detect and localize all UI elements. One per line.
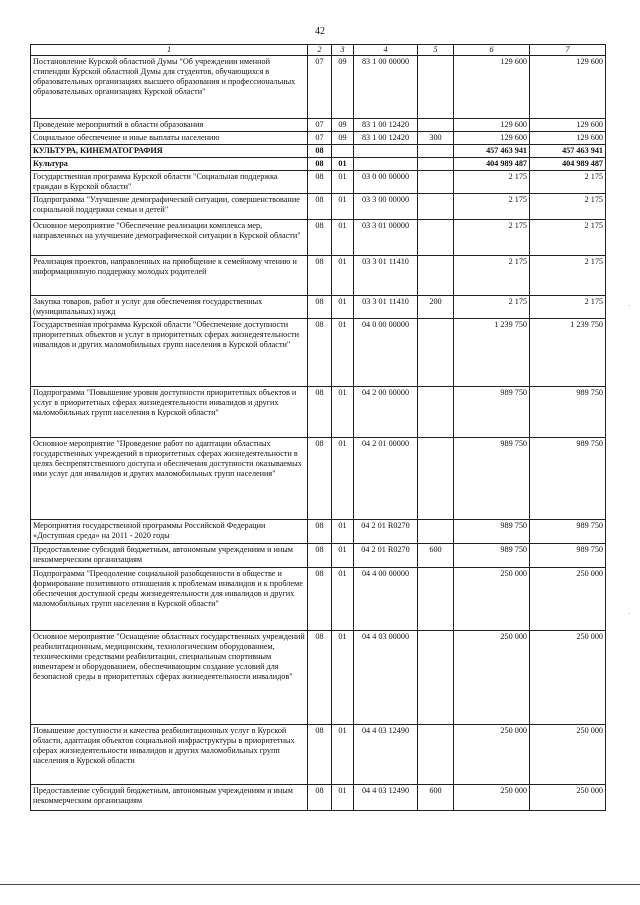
row-amount-year2-cell: 250 000 xyxy=(530,785,606,811)
row-amount-year1-cell: 250 000 xyxy=(454,568,530,631)
row-expense-type-cell: 600 xyxy=(418,785,454,811)
row-name-cell: Культура xyxy=(31,158,308,171)
row-amount-year1-cell: 250 000 xyxy=(454,785,530,811)
row-name-cell: Закупка товаров, работ и услуг для обеспечения государственных (муниципальных) нужд xyxy=(31,296,308,319)
row-amount-year2-cell: 1 239 750 xyxy=(530,319,606,387)
row-subsection-cell: 09 xyxy=(332,56,354,119)
row-amount-year1-cell: 1 239 750 xyxy=(454,319,530,387)
table-row xyxy=(31,387,606,438)
header-cell: 2 xyxy=(308,45,332,56)
row-section-cell: 07 xyxy=(308,119,332,132)
table-row xyxy=(31,296,606,319)
row-amount-year2-cell: 989 750 xyxy=(530,544,606,568)
table-row xyxy=(31,544,606,568)
row-expense-type-cell xyxy=(418,568,454,631)
header-cell: 1 xyxy=(31,45,308,56)
row-name-cell: Реализация проектов, направленных на приобщение к семейному чтению и информационную поддержку молодых родителей xyxy=(31,256,308,296)
scan-edge-mark: · xyxy=(628,610,631,618)
row-subsection-cell: 09 xyxy=(332,132,354,145)
row-section-cell: 08 xyxy=(308,256,332,296)
row-target-article-cell: 04 2 01 R0270 xyxy=(354,544,418,568)
row-section-cell: 08 xyxy=(308,220,332,256)
row-amount-year2-cell: 129 600 xyxy=(530,119,606,132)
row-name-cell: Основное мероприятие "Проведение работ по адаптации областных государственных учреждений в приоритетных сферах жизнедеятельности в целях беспрепятственного доступа и обеспечения доступности оказываемых ими услуг для инвалидов и других маломобильных групп населения" xyxy=(31,438,308,520)
row-expense-type-cell xyxy=(418,256,454,296)
scan-edge-mark: · xyxy=(628,302,631,310)
row-subsection-cell: 01 xyxy=(332,319,354,387)
row-amount-year2-cell: 404 989 487 xyxy=(530,158,606,171)
row-target-article-cell: 04 2 00 00000 xyxy=(354,387,418,438)
row-name-cell: Постановление Курской областной Думы "Об учреждении именной стипендии Курской областной Думы для студентов, обучающихся в образовательных организациях высшего образования и профессиональных образовательных организациях Курской области" xyxy=(31,56,308,119)
row-amount-year1-cell: 2 175 xyxy=(454,171,530,194)
row-subsection-cell: 01 xyxy=(332,296,354,319)
header-cell: 6 xyxy=(454,45,530,56)
row-target-article-cell: 04 4 03 12490 xyxy=(354,785,418,811)
row-amount-year2-cell: 2 175 xyxy=(530,171,606,194)
row-amount-year2-cell: 989 750 xyxy=(530,520,606,544)
footer-divider xyxy=(0,884,640,885)
row-section-cell: 08 xyxy=(308,631,332,725)
row-amount-year2-cell: 129 600 xyxy=(530,132,606,145)
row-amount-year1-cell: 989 750 xyxy=(454,544,530,568)
row-amount-year1-cell: 2 175 xyxy=(454,220,530,256)
row-expense-type-cell xyxy=(418,145,454,158)
row-target-article-cell: 03 3 01 11410 xyxy=(354,256,418,296)
table-row xyxy=(31,520,606,544)
table-row xyxy=(31,256,606,296)
row-expense-type-cell xyxy=(418,319,454,387)
row-subsection-cell: 01 xyxy=(332,171,354,194)
row-target-article-cell xyxy=(354,145,418,158)
row-expense-type-cell: 600 xyxy=(418,544,454,568)
row-amount-year1-cell: 404 989 487 xyxy=(454,158,530,171)
row-expense-type-cell xyxy=(418,194,454,220)
row-section-cell: 08 xyxy=(308,194,332,220)
row-name-cell: Предоставление субсидий бюджетным, автономным учреждениям и иным некоммерческим организациям xyxy=(31,785,308,811)
row-target-article-cell: 83 1 00 12420 xyxy=(354,132,418,145)
row-amount-year1-cell: 457 463 941 xyxy=(454,145,530,158)
row-subsection-cell: 01 xyxy=(332,725,354,785)
row-amount-year2-cell: 2 175 xyxy=(530,220,606,256)
row-expense-type-cell xyxy=(418,56,454,119)
row-subsection-cell: 01 xyxy=(332,387,354,438)
row-amount-year1-cell: 2 175 xyxy=(454,256,530,296)
row-target-article-cell: 04 4 03 00000 xyxy=(354,631,418,725)
row-amount-year1-cell: 2 175 xyxy=(454,194,530,220)
row-subsection-cell: 01 xyxy=(332,544,354,568)
row-amount-year1-cell: 989 750 xyxy=(454,438,530,520)
table-row xyxy=(31,438,606,520)
header-cell: 4 xyxy=(354,45,418,56)
row-target-article-cell: 04 2 01 00000 xyxy=(354,438,418,520)
row-amount-year1-cell: 989 750 xyxy=(454,520,530,544)
row-section-cell: 08 xyxy=(308,158,332,171)
table-row xyxy=(31,132,606,145)
row-amount-year2-cell: 129 600 xyxy=(530,56,606,119)
row-amount-year1-cell: 129 600 xyxy=(454,56,530,119)
header-cell: 7 xyxy=(530,45,606,56)
row-target-article-cell: 03 0 00 00000 xyxy=(354,171,418,194)
row-expense-type-cell xyxy=(418,725,454,785)
row-target-article-cell: 03 3 01 00000 xyxy=(354,220,418,256)
row-section-cell: 08 xyxy=(308,544,332,568)
header-cell: 5 xyxy=(418,45,454,56)
row-subsection-cell: 01 xyxy=(332,438,354,520)
row-name-cell: Предоставление субсидий бюджетным, автономным учреждениям и иным некоммерческим организациям xyxy=(31,544,308,568)
row-expense-type-cell xyxy=(418,438,454,520)
row-amount-year2-cell: 989 750 xyxy=(530,438,606,520)
table-row xyxy=(31,631,606,725)
table-row xyxy=(31,119,606,132)
page-number: 42 xyxy=(315,26,325,37)
row-name-cell: Подпрограмма "Повышение уровня доступности приоритетных объектов и услуг в приоритетных сферах жизнедеятельности инвалидов и других маломобильных групп населения в Курской области" xyxy=(31,387,308,438)
row-target-article-cell: 04 0 00 00000 xyxy=(354,319,418,387)
row-amount-year2-cell: 457 463 941 xyxy=(530,145,606,158)
row-subsection-cell: 01 xyxy=(332,568,354,631)
table-row xyxy=(31,194,606,220)
table-header-row xyxy=(31,45,606,56)
table-row xyxy=(31,725,606,785)
row-name-cell: Основное мероприятие "Обеспечение реализации комплекса мер, направленных на улучшение демографической ситуации в Курской области" xyxy=(31,220,308,256)
row-target-article-cell: 04 4 00 00000 xyxy=(354,568,418,631)
row-name-cell: Подпрограмма "Улучшение демографической ситуации, совершенствование социальной поддержки семьи и детей" xyxy=(31,194,308,220)
row-expense-type-cell xyxy=(418,171,454,194)
row-target-article-cell: 03 3 01 11410 xyxy=(354,296,418,319)
row-subsection-cell: 09 xyxy=(332,119,354,132)
row-amount-year1-cell: 250 000 xyxy=(454,725,530,785)
table-row xyxy=(31,319,606,387)
row-section-cell: 08 xyxy=(308,725,332,785)
row-section-cell: 08 xyxy=(308,171,332,194)
row-target-article-cell: 83 1 00 12420 xyxy=(354,119,418,132)
row-name-cell: Государственная программа Курской области "Обеспечение доступности приоритетных объектов и услуг в приоритетных сферах жизнедеятельности инвалидов и других маломобильных групп населения в Курской области" xyxy=(31,319,308,387)
row-section-cell: 08 xyxy=(308,319,332,387)
row-expense-type-cell xyxy=(418,520,454,544)
row-expense-type-cell xyxy=(418,631,454,725)
budget-table xyxy=(30,44,606,811)
row-amount-year1-cell: 129 600 xyxy=(454,132,530,145)
row-section-cell: 08 xyxy=(308,568,332,631)
row-section-cell: 08 xyxy=(308,145,332,158)
row-subsection-cell: 01 xyxy=(332,631,354,725)
row-target-article-cell: 04 2 01 R0270 xyxy=(354,520,418,544)
row-target-article-cell: 03 3 00 00000 xyxy=(354,194,418,220)
row-amount-year2-cell: 250 000 xyxy=(530,725,606,785)
row-target-article-cell: 04 4 03 12490 xyxy=(354,725,418,785)
row-expense-type-cell: 300 xyxy=(418,132,454,145)
row-name-cell: Социальное обеспечение и иные выплаты населению xyxy=(31,132,308,145)
row-amount-year2-cell: 250 000 xyxy=(530,568,606,631)
row-expense-type-cell xyxy=(418,220,454,256)
row-subsection-cell: 01 xyxy=(332,785,354,811)
row-subsection-cell xyxy=(332,145,354,158)
row-amount-year2-cell: 2 175 xyxy=(530,194,606,220)
row-name-cell: Проведение мероприятий в области образования xyxy=(31,119,308,132)
table-row xyxy=(31,158,606,171)
row-section-cell: 08 xyxy=(308,785,332,811)
table-row xyxy=(31,171,606,194)
table-row xyxy=(31,145,606,158)
row-amount-year1-cell: 250 000 xyxy=(454,631,530,725)
table-row xyxy=(31,785,606,811)
row-subsection-cell: 01 xyxy=(332,158,354,171)
row-name-cell: КУЛЬТУРА, КИНЕМАТОГРАФИЯ xyxy=(31,145,308,158)
row-expense-type-cell: 200 xyxy=(418,296,454,319)
row-amount-year2-cell: 2 175 xyxy=(530,296,606,319)
row-name-cell: Основное мероприятие "Оснащение областных государственных учреждений реабилитационным, медицинским, технологическим оборудованием, техническими средствами реабилитации, специальным спортивным инвентарем и оборудованием, обеспечивающим создание условий для безопасной среды в приоритетных сферах жизнедеятельности инвалидов" xyxy=(31,631,308,725)
row-amount-year2-cell: 250 000 xyxy=(530,631,606,725)
row-subsection-cell: 01 xyxy=(332,520,354,544)
row-expense-type-cell xyxy=(418,119,454,132)
row-section-cell: 07 xyxy=(308,56,332,119)
row-name-cell: Государственная программа Курской области "Социальная поддержка граждан в Курской области" xyxy=(31,171,308,194)
row-target-article-cell: 83 1 00 00000 xyxy=(354,56,418,119)
header-cell: 3 xyxy=(332,45,354,56)
row-section-cell: 08 xyxy=(308,520,332,544)
row-section-cell: 08 xyxy=(308,438,332,520)
row-amount-year2-cell: 989 750 xyxy=(530,387,606,438)
row-subsection-cell: 01 xyxy=(332,194,354,220)
row-name-cell: Подпрограмма "Преодоление социальной разобщенности в обществе и формирование позитивного отношения к проблемам инвалидов и к проблеме обеспечения доступной среды жизнедеятельности для инвалидов и других маломобильных групп населения в Курской области" xyxy=(31,568,308,631)
table-row xyxy=(31,220,606,256)
row-name-cell: Мероприятия государственной программы Российской Федерации «Доступная среда» на 2011 - 2020 годы xyxy=(31,520,308,544)
row-target-article-cell xyxy=(354,158,418,171)
row-subsection-cell: 01 xyxy=(332,220,354,256)
row-amount-year1-cell: 129 600 xyxy=(454,119,530,132)
row-amount-year1-cell: 989 750 xyxy=(454,387,530,438)
row-section-cell: 08 xyxy=(308,296,332,319)
row-name-cell: Повышение доступности и качества реабилитационных услуг в Курской области, адаптация объектов социальной инфраструктуры в приоритетных сферах жизнедеятельности инвалидов и других маломобильных групп населения в Курской области xyxy=(31,725,308,785)
row-subsection-cell: 01 xyxy=(332,256,354,296)
row-amount-year2-cell: 2 175 xyxy=(530,256,606,296)
row-amount-year1-cell: 2 175 xyxy=(454,296,530,319)
row-section-cell: 07 xyxy=(308,132,332,145)
row-expense-type-cell xyxy=(418,387,454,438)
row-expense-type-cell xyxy=(418,158,454,171)
table-row xyxy=(31,56,606,119)
row-section-cell: 08 xyxy=(308,387,332,438)
table-row xyxy=(31,568,606,631)
